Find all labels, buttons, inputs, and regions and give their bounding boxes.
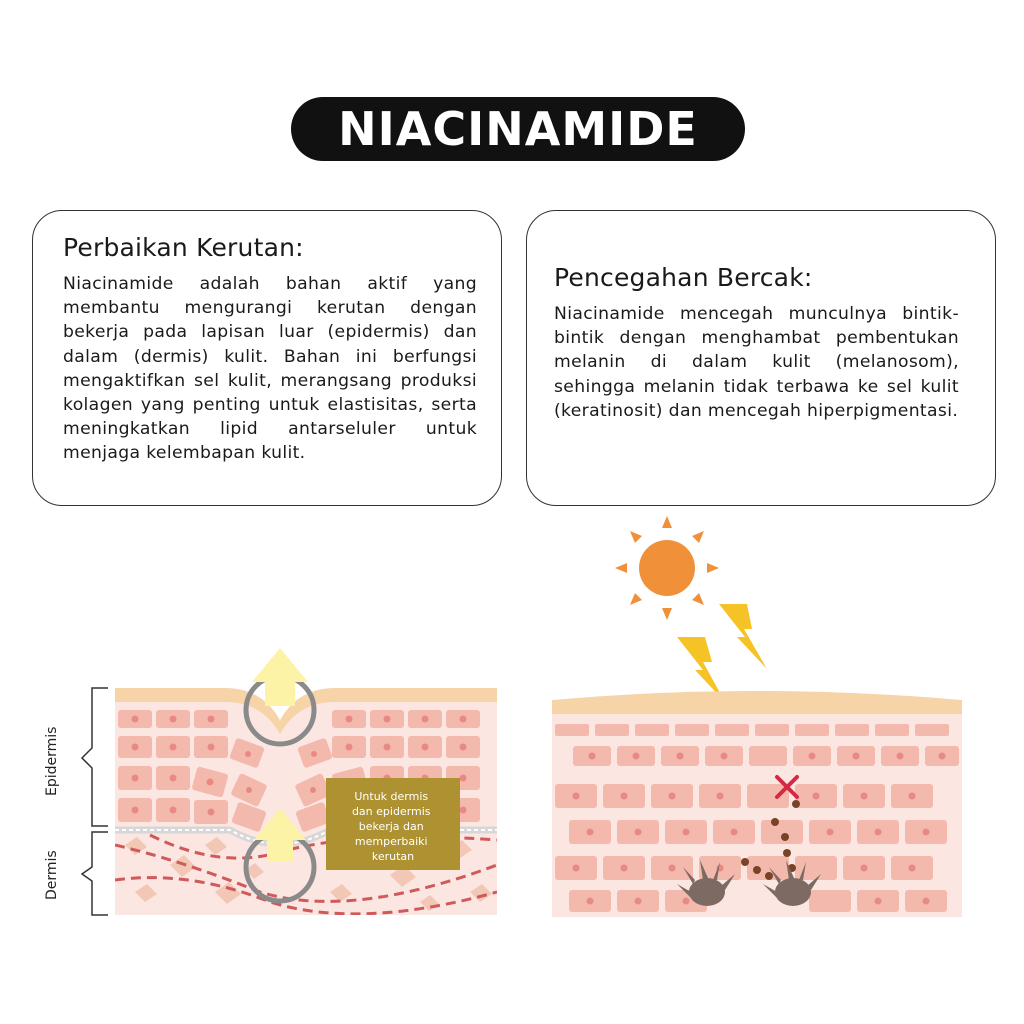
wrinkle-repair-card [32, 210, 502, 506]
spot-prevention-card [526, 210, 996, 506]
spot-prevention-svg [545, 512, 970, 927]
callout-line: Untuk dermis [354, 790, 429, 803]
sun-icon [615, 516, 719, 620]
lightning-icon [719, 604, 767, 669]
spot-prevention-text: Niacinamide mencegah munculnya bintik-bintik dengan menghambat pembentukan melanin di dalam kulit (melanosom), sehingga melanin tidak terbawa ke sel kulit (keratinosit) dan mencegah hiperpigmentasi. [554, 304, 959, 421]
callout-line: memperbaiki [354, 835, 428, 848]
epidermis-label: Epidermis [44, 726, 60, 796]
callout-line: dan epidermis [351, 805, 431, 818]
wrinkle-skin-diagram [30, 630, 510, 930]
wrinkle-skin-svg [30, 630, 510, 930]
callout-line: kerutan [371, 850, 415, 863]
callout-line: bekerja dan [358, 820, 424, 833]
spot-prevention-diagram [545, 512, 970, 927]
skin-layers [552, 691, 962, 917]
page-title: NIACINAMIDE [338, 102, 698, 156]
spot-prevention-heading: Pencegahan Bercak: [554, 263, 813, 292]
dermis-bracket [82, 832, 108, 915]
wrinkle-repair-heading: Perbaikan Kerutan: [63, 233, 304, 262]
dermis-label: Dermis [44, 850, 60, 900]
epidermis-bracket [82, 688, 108, 826]
title-banner [291, 97, 745, 161]
wrinkle-repair-text: Niacinamide adalah bahan aktif yang membantu mengurangi kerutan dengan bekerja pada lapisan luar (epidermis) dan dalam (dermis) kulit. Bahan ini berfungsi mengaktifkan sel kulit, merangsang produksi kolagen yang penting untuk elastisitas, serta meningkatkan lipid antarseluler untuk menjaga kelembapan kulit. [63, 274, 477, 464]
up-arrow-icon [252, 648, 308, 706]
